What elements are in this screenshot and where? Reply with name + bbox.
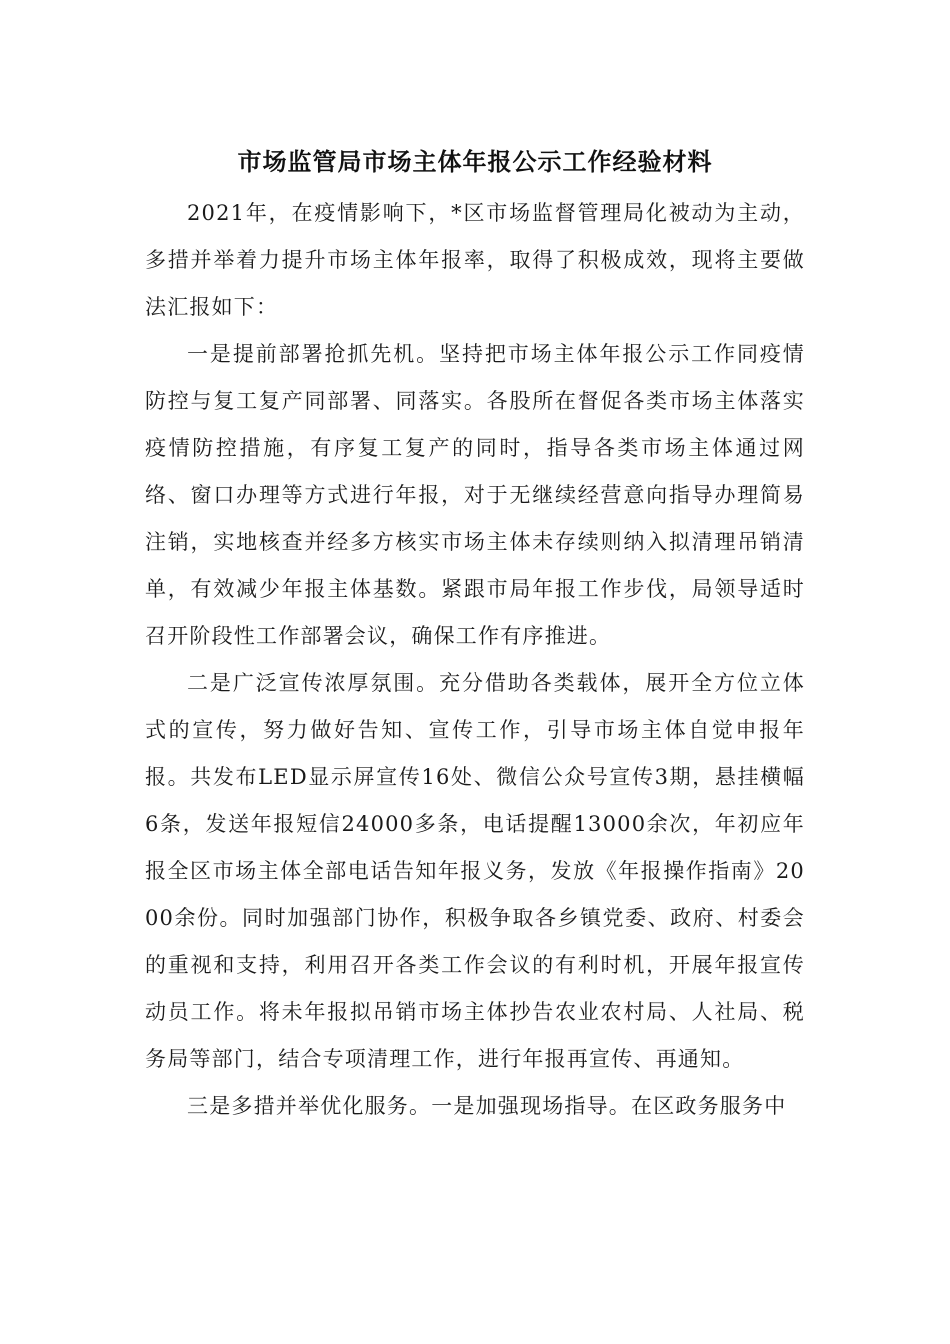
paragraph-point-one: 一是提前部署抢抓先机。坚持把市场主体年报公示工作同疫情防控与复工复产同部署、同落实。各股所在督促各类市场主体落实疫情防控措施，有序复工复产的同时，指导各类市场主体通过网络、窗口办理等方式进行年报，对于无继续经营意向指导办理简易注销，实地核查并经多方核实市场主体未存续则纳入拟清理吊销清单，有效减少年报主体基数。紧跟市局年报工作步伐，局领导适时召开阶段性工作部署会议，确保工作有序推进。 [145, 342, 805, 648]
document-title: 市场监管局市场主体年报公示工作经验材料 [237, 148, 713, 176]
paragraph-point-two: 二是广泛宣传浓厚氛围。充分借助各类载体，展开全方位立体式的宣传，努力做好告知、宣传工作，引导市场主体自觉申报年报。共发布LED显示屏宣传16处、微信公众号宣传3期，悬挂横幅6条，发送年报短信24000多条，电话提醒13000余次，年初应年报全区市场主体全部电话告知年报义务，发放《年报操作指南》2000余份。同时加强部门协作，积极争取各乡镇党委、政府、村委会的重视和支持，利用召开各类工作会议的有利时机，开展年报宣传动员工作。将未年报拟吊销市场主体抄告农业农村局、人社局、税务局等部门，结合专项清理工作，进行年报再宣传、再通知。 [145, 671, 805, 1071]
document-body [145, 190, 805, 1130]
paragraph-intro: 2021年，在疫情影响下，*区市场监督管理局化被动为主动，多措并举着力提升市场主体年报率，取得了积极成效，现将主要做法汇报如下： [145, 201, 805, 319]
paragraph-point-three: 三是多措并举优化服务。一是加强现场指导。在区政务服务中 [187, 1094, 787, 1118]
